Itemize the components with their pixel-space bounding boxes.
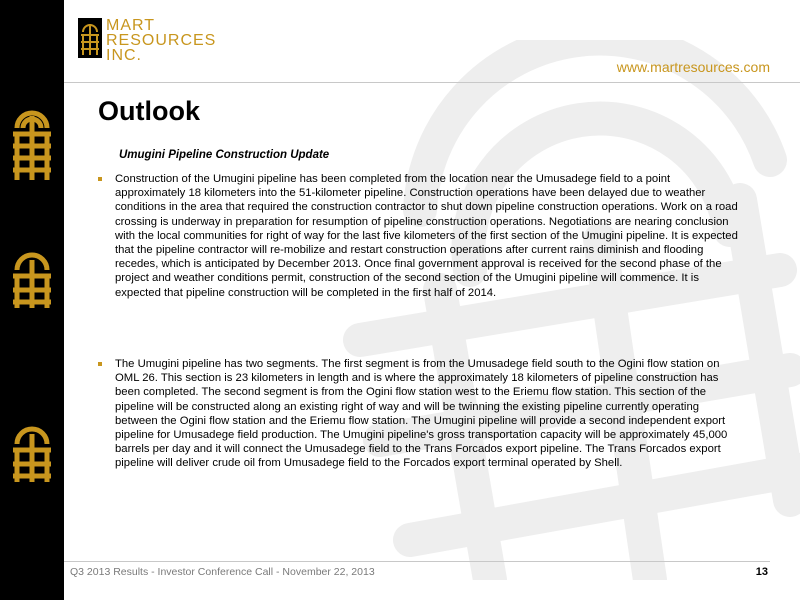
slide-subtitle: Umugini Pipeline Construction Update — [119, 149, 330, 161]
bullet-text: The Umugini pipeline has two segments. The first segment is from the Umusadege field south to the Ogini flow station on OML 26. This section is 23 kilometers in length and is where the approximately 18 kilometers of pipeline construction has been completed. The second segment is from the Ogini flow station west to the Eriemu flow station. This section of the pipeline will be constructed along an existing right of way and will be twinning the existing pipeline currently operating between the Ogini flow station and the Eriemu flow station. The Umugini pipeline will provide a second independent export pipeline for Umusadege field production. The Umugini pipeline's gross transportation capacity will be approximately 45,000 barrels per day and it will connect the Umusadege field to the Trans Forcados export pipeline. The Trans Forcados export pipeline will deliver crude oil from Umusadege field to the Forcados export terminal operated by Shell. — [115, 358, 728, 470]
logo-line-2: RESOURCES — [106, 32, 217, 49]
mart-emblem-icon — [9, 426, 55, 486]
sidebar — [0, 0, 64, 600]
bullet-item — [98, 172, 738, 300]
bullet-text: Construction of the Umugini pipeline has been completed from the location near the Umusadege field to a point approximately 18 kilometers into the 51-kilometer pipeline. Construction operations have been delayed due to weather conditions in the area that required the construction contractor to shut down pipeline construction operations. Work on a road crossing is underway in preparation for resumption of pipeline construction operations. Negotiations are nearing conclusion with the local communities for right of way for the last five kilometers of the first section of the Umugini pipeline. It is expected that the pipeline contractor will re-mobilize and restart construction operations after current rains diminish and flooding recedes, which is anticipated by December 2013. Once final government approval is received for the second phase of the project and weather conditions permit, construction of the second section of the Umugini pipeline will commence. It is expected that pipeline construction will be completed in the first half of 2014. — [115, 173, 738, 299]
bullet-item — [98, 357, 738, 471]
mart-emblem-icon — [9, 88, 55, 184]
page-number: 13 — [755, 566, 768, 578]
logo-line-3: INC. — [106, 47, 142, 64]
mart-logo-emblem-icon — [78, 18, 102, 58]
footer-caption: Q3 2013 Results - Investor Conference Call - November 22, 2013 — [70, 566, 375, 578]
logo-line-1: MART — [106, 17, 156, 34]
bullet-square-icon — [98, 177, 102, 181]
website-url: www.martresources.com — [616, 59, 770, 75]
slide-title: Outlook — [98, 96, 200, 126]
company-logo-text — [106, 18, 216, 63]
footer-divider — [64, 561, 770, 562]
mart-emblem-icon — [9, 252, 55, 312]
emblem-watermark — [300, 40, 800, 580]
header-divider — [64, 82, 800, 83]
bullet-square-icon — [98, 362, 102, 366]
